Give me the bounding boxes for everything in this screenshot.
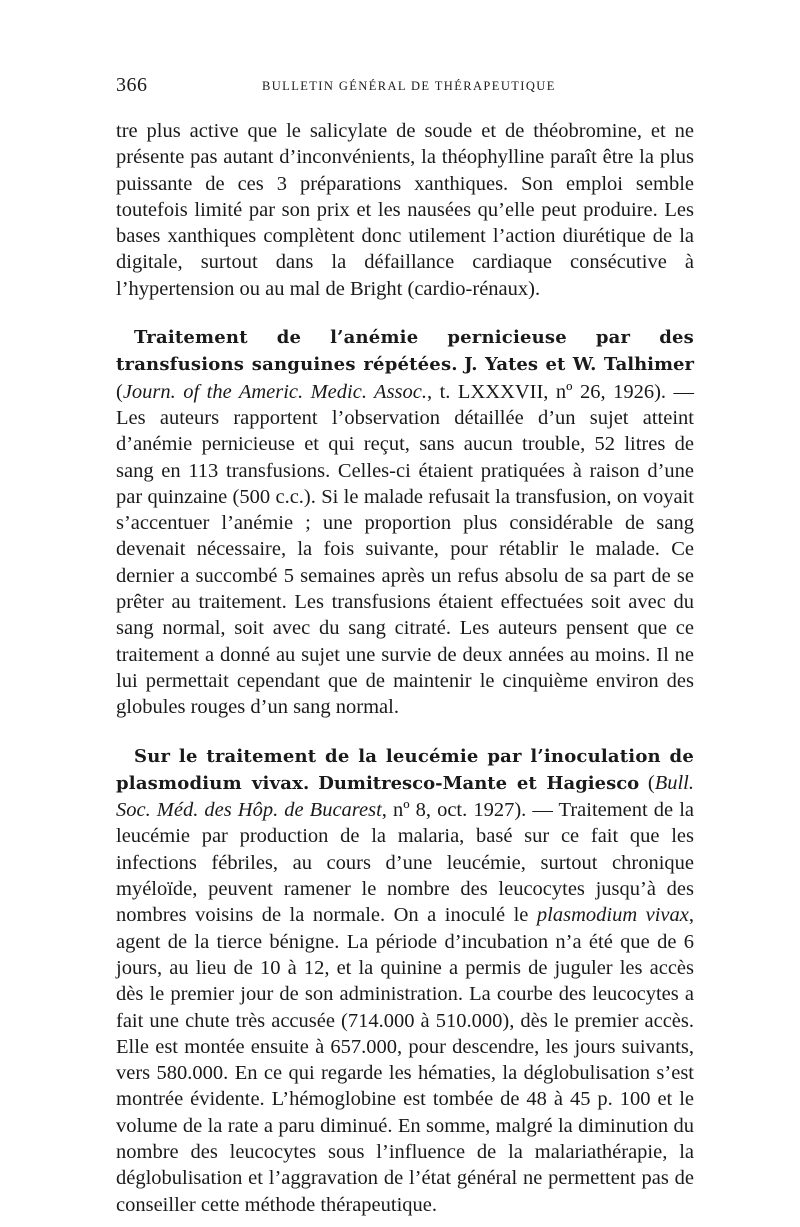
continuation-paragraph: tre plus active que le salicylate de soude et de théobromine, et ne présente pas autant d’inconvénients, la théophylline paraît être la plus puissante de ces 3 préparations xanthiques. Son emploi semble toutefois limité par son prix et les nausées qu’elle peut produire. Les bases xanthiques complètent donc utilement l’action diurétique de la digitale, surtout dans la défaillance cardiaque consécutive à l’hypertension ou au mal de Bright (cardio-rénaux).: [116, 120, 694, 300]
article-body-part-1: — Traitement de la leucémie par production de la malaria, basé sur ce fait que les infections fébriles, au cours d’une leucémie, surtout chronique myéloïde, peuvent ramener le nombre des leucocytes jusqu’à des nombres voisins de la normale. On a inoculé le: [116, 799, 694, 927]
reference-details: , nº 8, oct. 1927).: [381, 799, 527, 822]
reference-open: (: [639, 771, 655, 794]
article-title: Sur le traitement de la leucémie par l’inoculation de plasmodium vivax.: [116, 745, 694, 794]
reference-details: , t. LXXXVII, nº 26, 1926).: [427, 380, 667, 403]
article-authors: Dumitresco-Mante et Hagiesco: [318, 772, 640, 794]
reference-open: (: [116, 380, 123, 403]
species-name: plasmodium vivax: [536, 904, 689, 927]
running-head: BULLETIN GÉNÉRAL DE THÉRAPEUTIQUE: [262, 79, 556, 93]
journal-reference: Bull. Soc. Méd. des Hôp. de Bucarest: [116, 771, 695, 822]
page-number: 366: [116, 74, 148, 96]
article-anemie: [116, 324, 694, 720]
journal-reference: Journ. of the Americ. Medic. Assoc.: [122, 380, 428, 403]
article-body-part-2: , agent de la tierce bénigne. La période d’incubation n’a été que de 6 jours, au lieu de 10 à 12, et la quinine a permis de juguler les accès dès le premier jour de son administration. La courbe des leucocytes a fait une chute très accusée (714.000 à 510.000), dès le premier accès. Elle est montée ensuite à 657.000, pour descendre, les jours suivants, vers 580.000. En ce qui regarde les hématies, la déglobulisation s’est montrée évidente. L’hémoglobine est tombée de 48 à 45 p. 100 et le volume de la rate a paru diminué. En somme, malgré la diminution du nombre des leucocytes sous l’influence de la malariathérapie, la déglobulisation et l’aggravation de l’état général ne permettent pas de conseiller cette méthode thérapeutique.: [116, 904, 694, 1216]
article-leucemie: [116, 743, 694, 1218]
text-block: [116, 118, 694, 1218]
article-authors: J. Yates et W. Talhimer: [464, 354, 694, 376]
article-body: — Les auteurs rapportent l’observation détaillée d’un sujet atteint d’anémie pernicieuse et qui reçut, sans aucun trouble, 52 litres de sang en 113 transfusions. Celles-ci étaient pratiquées à raison d’une par quinzaine (500 c.c.). Si le malade refusait la transfusion, on voyait s’accentuer l’anémie ; une proportion plus considérable de sang devenait nécessaire, la fois suivante, pour rétablir le malade. Ce dernier a succombé 5 semaines après un refus absolu de sa part de se prêter au traitement. Les transfusions étaient effectuées soit avec du sang normal, soit avec du sang citraté. Les auteurs pensent que ce traitement a donné au sujet une survie de deux années au moins. Il ne lui permettait cependant que de maintenir le cinquième environ des globules rouges d’un sang normal.: [116, 380, 695, 719]
article-title: Traitement de l’anémie pernicieuse par des transfusions sanguines répétées.: [116, 327, 694, 376]
